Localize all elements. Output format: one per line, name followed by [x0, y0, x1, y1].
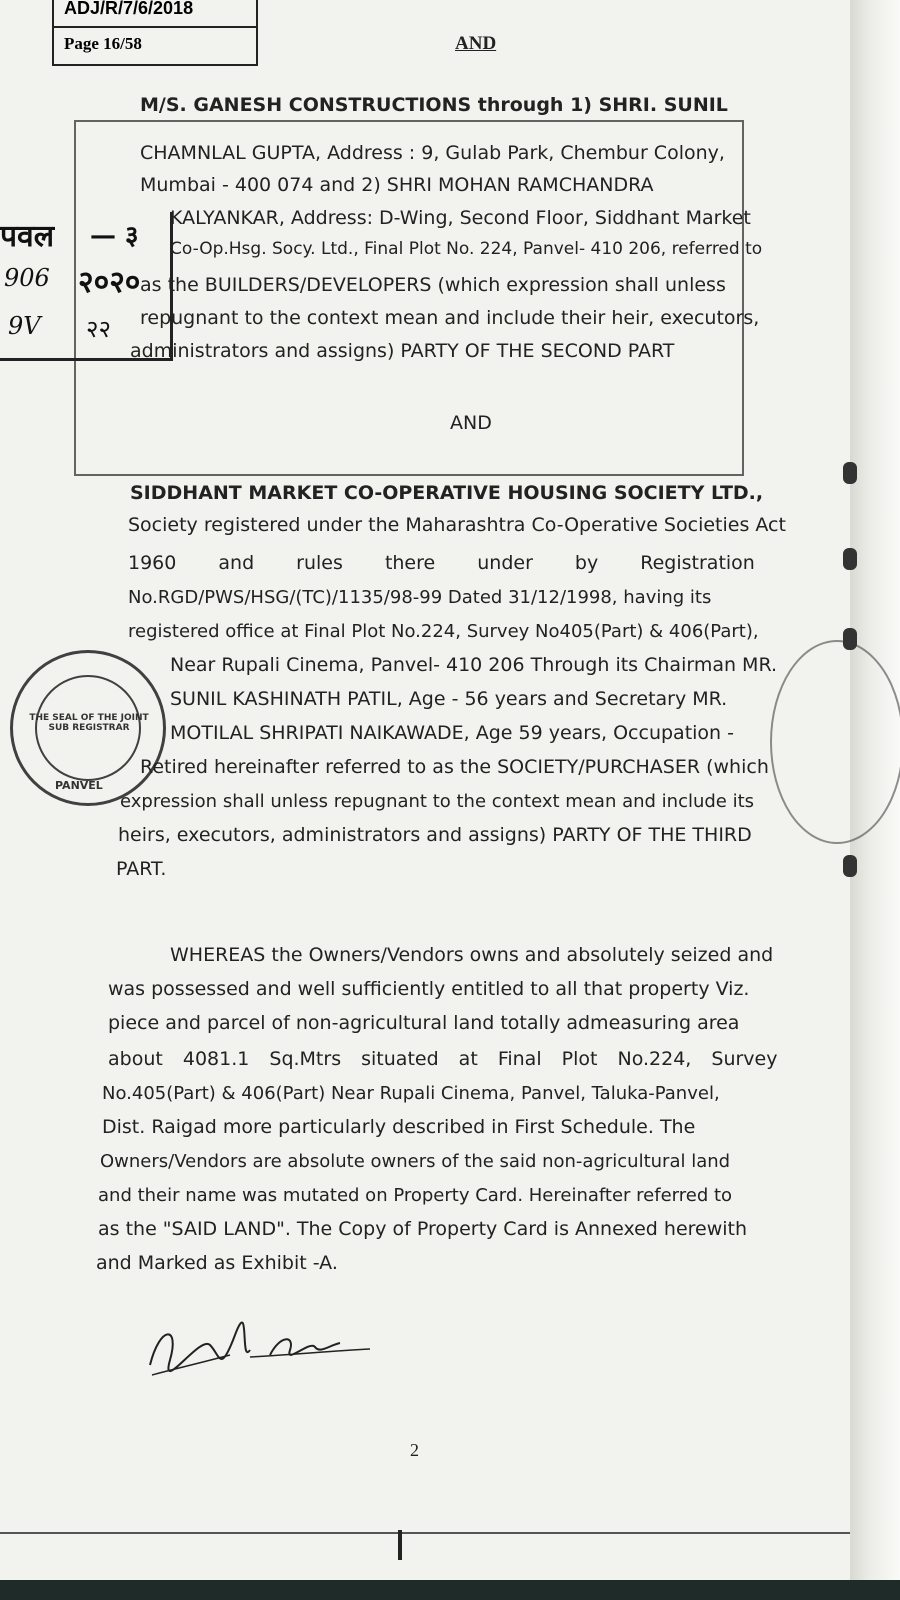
- party2-line6: as the BUILDERS/DEVELOPERS (which expression shall unless: [140, 274, 726, 296]
- binding-pin: [843, 462, 857, 484]
- page-label: Page 16/58: [64, 34, 142, 53]
- party3-line3: 1960 and rules there under by Registration: [128, 552, 755, 574]
- joint-sub-registrar-seal: [10, 650, 166, 806]
- whereas-line6: Dist. Raigad more particularly described in First Schedule. The: [102, 1116, 696, 1138]
- party3-line4: No.RGD/PWS/HSG/(TC)/1135/98-99 Dated 31/12/1998, having its: [128, 587, 712, 608]
- stamp-row3-a: 9V: [8, 312, 41, 340]
- whereas-line2: was possessed and well sufficiently entitled to all that property Viz.: [108, 978, 750, 1000]
- page-bottom-rule: [0, 1532, 850, 1534]
- whereas-line5: No.405(Part) & 406(Part) Near Rupali Cinema, Panvel, Taluka-Panvel,: [102, 1083, 720, 1104]
- party2-line4: KALYANKAR, Address: D-Wing, Second Floor, Siddhant Market: [170, 207, 751, 229]
- whereas-line3: piece and parcel of non-agricultural land totally admeasuring area: [108, 1012, 740, 1034]
- party3-line11: heirs, executors, administrators and assigns) PARTY OF THE THIRD: [118, 824, 752, 846]
- case-reference: ADJ/R/7/6/2018: [64, 0, 194, 18]
- page-bottom-tick: [398, 1530, 402, 1560]
- party3-line2: Society registered under the Maharashtra Co-Operative Societies Act: [128, 514, 786, 536]
- seal-text-bottom: PANVEL: [55, 779, 103, 792]
- background-strip: [0, 1580, 900, 1600]
- whereas-line1: WHEREAS the Owners/Vendors owns and absolutely seized and: [170, 944, 774, 966]
- party3-line6: Near Rupali Cinema, Panvel- 410 206 Through its Chairman MR.: [170, 654, 778, 676]
- whereas-line4: about 4081.1 Sq.Mtrs situated at Final Plot No.224, Survey: [108, 1048, 778, 1070]
- signatures: [140, 1305, 380, 1395]
- party3-line5: registered office at Final Plot No.224, Survey No405(Part) & 406(Part),: [128, 621, 759, 642]
- whereas-line9: as the "SAID LAND". The Copy of Property Card is Annexed herewith: [98, 1218, 748, 1240]
- party3-line1: SIDDHANT MARKET CO-OPERATIVE HOUSING SOCIETY LTD.,: [130, 482, 764, 504]
- party2-line3: Mumbai - 400 074 and 2) SHRI MOHAN RAMCHANDRA: [140, 174, 654, 196]
- stamp-row1-b: — ३: [90, 221, 139, 251]
- binding-pin: [843, 855, 857, 877]
- party2-line1: M/S. GANESH CONSTRUCTIONS through 1) SHRI. SUNIL: [140, 94, 728, 116]
- party2-line7: repugnant to the context mean and include their heir, executors,: [140, 307, 760, 329]
- and-heading-top: AND: [455, 33, 497, 54]
- party3-line10: expression shall unless repugnant to the context mean and include its: [120, 791, 755, 812]
- party3-line12: PART.: [116, 858, 167, 880]
- registration-box: [52, 0, 258, 66]
- page-number: 2: [410, 1440, 419, 1460]
- party2-line8: administrators and assigns) PARTY OF THE SECOND PART: [130, 340, 675, 362]
- party2-line5: Co-Op.Hsg. Socy. Ltd., Final Plot No. 224, Panvel- 410 206, referred to: [170, 239, 763, 259]
- party2-line2: CHAMNLAL GUPTA, Address : 9, Gulab Park, Chembur Colony,: [140, 142, 725, 164]
- party3-line9: Retired hereinafter referred to as the SOCIETY/PURCHASER (which: [140, 756, 769, 778]
- seal-text-top: THE SEAL OF THE JOINT SUB REGISTRAR: [29, 713, 149, 733]
- stamp-row3-b: २२: [86, 315, 111, 343]
- and-heading-mid: AND: [450, 412, 492, 434]
- whereas-line7: Owners/Vendors are absolute owners of the said non-agricultural land: [100, 1151, 731, 1172]
- whereas-line8: and their name was mutated on Property Card. Hereinafter referred to: [98, 1185, 733, 1206]
- party3-line7: SUNIL KASHINATH PATIL, Age - 56 years and Secretary MR.: [170, 688, 728, 710]
- box-divider: [54, 26, 256, 28]
- binding-pin: [843, 548, 857, 570]
- stamp-row1-a: पवल: [0, 219, 55, 254]
- stamp-row2-a: 906: [4, 264, 50, 292]
- secondary-seal: [770, 640, 900, 844]
- stamp-row2-b: २०२०: [78, 265, 141, 300]
- binding-pin: [843, 628, 857, 650]
- whereas-line10: and Marked as Exhibit -A.: [96, 1252, 338, 1274]
- party3-line8: MOTILAL SHRIPATI NAIKAWADE, Age 59 years, Occupation -: [170, 722, 734, 744]
